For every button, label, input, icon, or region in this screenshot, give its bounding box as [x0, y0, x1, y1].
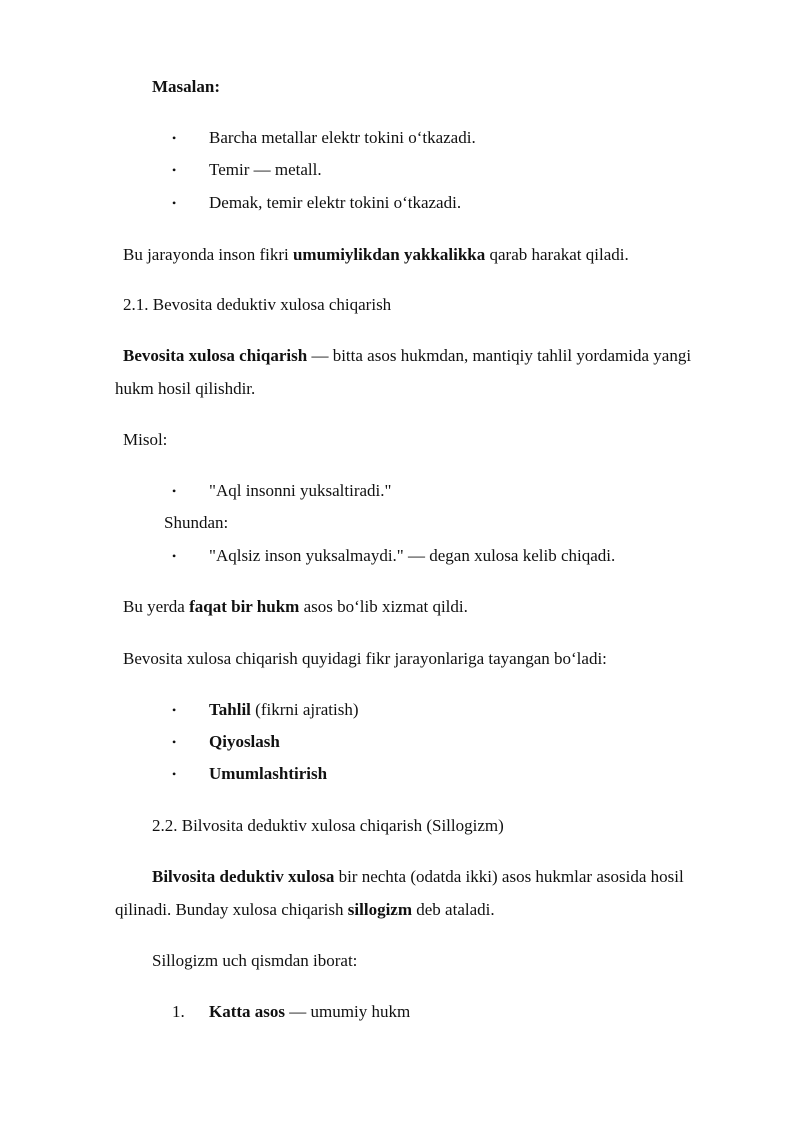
paragraph: Bu jarayonda inson fikri umumiylikdan yakkalikka qarab harakat qiladi. — [123, 245, 629, 264]
bullet-marker: • — [172, 767, 177, 781]
section-heading-2-2: 2.2. Bilvosita deduktiv xulosa chiqarish (Sillogizm) — [152, 816, 504, 835]
section-heading-2-1: 2.1. Bevosita deduktiv xulosa chiqarish — [123, 295, 392, 314]
list-item: Umumlashtirish — [209, 764, 328, 783]
label-shundan: Shundan: — [164, 513, 229, 532]
paragraph: Bilvosita deduktiv xulosa bir nechta (odatda ikki) asos hukmlar asosida hosil — [152, 867, 684, 886]
numbered-list-item: Katta asos — umumiy hukm — [209, 1002, 411, 1021]
list-number: 1. — [172, 1002, 185, 1021]
list-item: "Aqlsiz inson yuksalmaydi." — degan xulosa kelib chiqadi. — [209, 546, 616, 565]
paragraph: Bevosita xulosa chiqarish — bitta asos hukmdan, mantiqiy tahlil yordamida yangi — [123, 346, 692, 365]
bullet-marker: • — [172, 735, 177, 749]
list-item: Demak, temir elektr tokini o‘tkazadi. — [209, 193, 462, 212]
bullet-marker: • — [172, 549, 177, 563]
paragraph: Bevosita xulosa chiqarish quyidagi fikr jarayonlariga tayangan bo‘ladi: — [123, 649, 607, 668]
paragraph-continued: qilinadi. Bunday xulosa chiqarish sillogizm deb ataladi. — [115, 900, 495, 919]
list-item: Temir — metall. — [209, 160, 322, 179]
bullet-marker: • — [172, 484, 177, 498]
list-item: Qiyoslash — [209, 732, 280, 751]
label-misol: Misol: — [123, 430, 168, 449]
paragraph: Sillogizm uch qismdan iborat: — [152, 951, 358, 970]
list-item: Tahlil (fikrni ajratish) — [209, 700, 359, 719]
bullet-marker: • — [172, 196, 177, 210]
heading-masalan: Masalan: — [152, 77, 220, 96]
list-item: Barcha metallar elektr tokini o‘tkazadi. — [209, 128, 476, 147]
paragraph: Bu yerda faqat bir hukm asos bo‘lib xizmat qildi. — [123, 597, 468, 616]
paragraph-continued: hukm hosil qilishdir. — [115, 379, 256, 398]
bullet-marker: • — [172, 163, 177, 177]
bullet-marker: • — [172, 131, 177, 145]
list-item: "Aql insonni yuksaltiradi." — [209, 481, 392, 500]
bullet-marker: • — [172, 703, 177, 717]
